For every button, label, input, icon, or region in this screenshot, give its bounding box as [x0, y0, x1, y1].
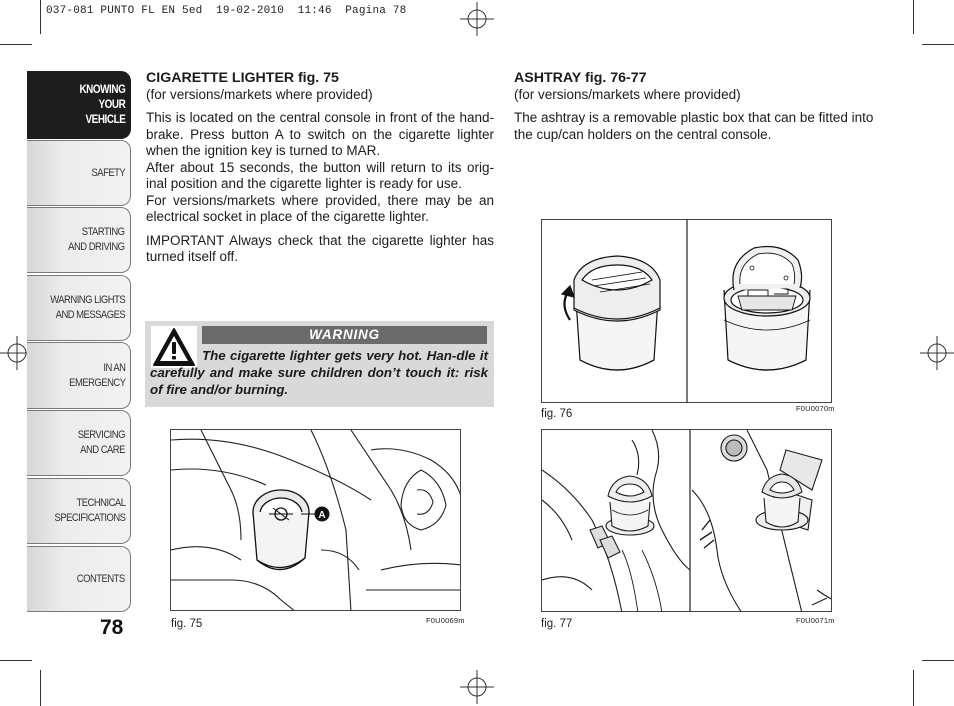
ashtray-fig-ref: fig. 76-77: [585, 70, 647, 86]
ashtray-subtitle: (for versions/markets where provided): [514, 86, 741, 102]
ashtray-paragraph: The ashtray is a removable plastic box that can be fitted into the cup/can holders on the central console.: [514, 110, 874, 142]
warning-text: The cigarette lighter gets very hot. Han-dle it carefully and make sure children don’t touch it: risk of fire and/or burning.: [150, 348, 488, 397]
page-number: 78: [100, 616, 124, 639]
figure-75-caption: fig. 75: [171, 618, 203, 630]
crop-mark: [40, 670, 41, 706]
tab-servicing-and-care[interactable]: [27, 410, 131, 476]
tab-technical-specifications[interactable]: [27, 478, 131, 544]
tab-label: TECHNICAL SPECIFICATIONS: [54, 497, 125, 524]
lighter-paragraph: After about 15 seconds, the button will return to its orig-inal position and the cigarette lighter is ready for use.: [146, 159, 494, 191]
ashtray-heading: [514, 70, 874, 87]
lighter-section: [146, 70, 494, 266]
crop-mark: [0, 44, 32, 45]
lighter-title: CIGARETTE LIGHTER: [146, 70, 295, 86]
lighter-subtitle: (for versions/markets where provided): [146, 86, 373, 102]
crop-mark: [913, 670, 914, 706]
lighter-fig-ref: fig. 75: [297, 70, 339, 86]
figure-75-illustration: [170, 429, 461, 611]
tab-contents[interactable]: [27, 546, 131, 612]
cigarette-lighter-illustration: [171, 430, 461, 611]
callout-a: A: [318, 510, 326, 521]
lighter-important-note: IMPORTANT Always check that the cigarette lighter has turned itself off.: [146, 232, 494, 264]
tab-label: IN AN EMERGENCY: [68, 361, 125, 389]
figure-76-illustration: [541, 219, 832, 403]
ashtray-title: ASHTRAY: [514, 70, 582, 86]
figure-75-code: F0U0069m: [426, 616, 465, 625]
ashtray-in-cup-holder-illustration: [542, 430, 832, 612]
tab-label: SERVICING AND CARE: [77, 429, 125, 456]
figure-77-code: F0U0071m: [796, 616, 835, 625]
crop-mark: [922, 660, 954, 661]
figure-76-code: F0U0070m: [796, 404, 835, 413]
figure-77-caption: fig. 77: [541, 618, 573, 630]
crop-mark: [922, 44, 954, 45]
tab-label: CONTENTS: [77, 572, 125, 585]
crop-mark: [913, 0, 914, 34]
lighter-paragraph: This is located on the central console in front of the hand-brake. Press button A to switch on the cigarette lighter when the ignition key is turned to MAR.: [146, 110, 494, 158]
ashtray-section: [514, 70, 874, 143]
tab-safety[interactable]: [27, 140, 131, 206]
registration-mark-icon: [460, 670, 494, 704]
lighter-paragraph: For versions/markets where provided, there may be an electrical socket in place of the cigarette lighter.: [146, 192, 494, 224]
tab-label: WARNING LIGHTS AND MESSAGES: [50, 294, 125, 321]
figure-76-caption: fig. 76: [541, 408, 573, 420]
print-header: 037-081 PUNTO FL EN 5ed 19-02-2010 11:46 Pagina 78: [46, 5, 407, 17]
registration-mark-icon: [920, 336, 954, 370]
tab-starting-and-driving[interactable]: [27, 207, 131, 273]
registration-mark-icon: [460, 2, 494, 36]
tab-in-an-emergency[interactable]: [27, 342, 131, 409]
crop-mark: [0, 660, 32, 661]
tab-label: SAFETY: [91, 166, 125, 179]
tab-warning-lights[interactable]: [27, 275, 131, 341]
lighter-heading: [146, 70, 494, 87]
tab-knowing-your-vehicle[interactable]: [27, 71, 131, 139]
warning-label: WARNING: [202, 326, 487, 344]
figure-77-illustration: [541, 429, 832, 612]
crop-mark: [40, 0, 41, 34]
ashtray-box-illustration: [542, 220, 832, 403]
tab-label: STARTING AND DRIVING: [68, 226, 125, 253]
tab-label: KNOWING YOUR VEHICLE: [79, 83, 125, 126]
